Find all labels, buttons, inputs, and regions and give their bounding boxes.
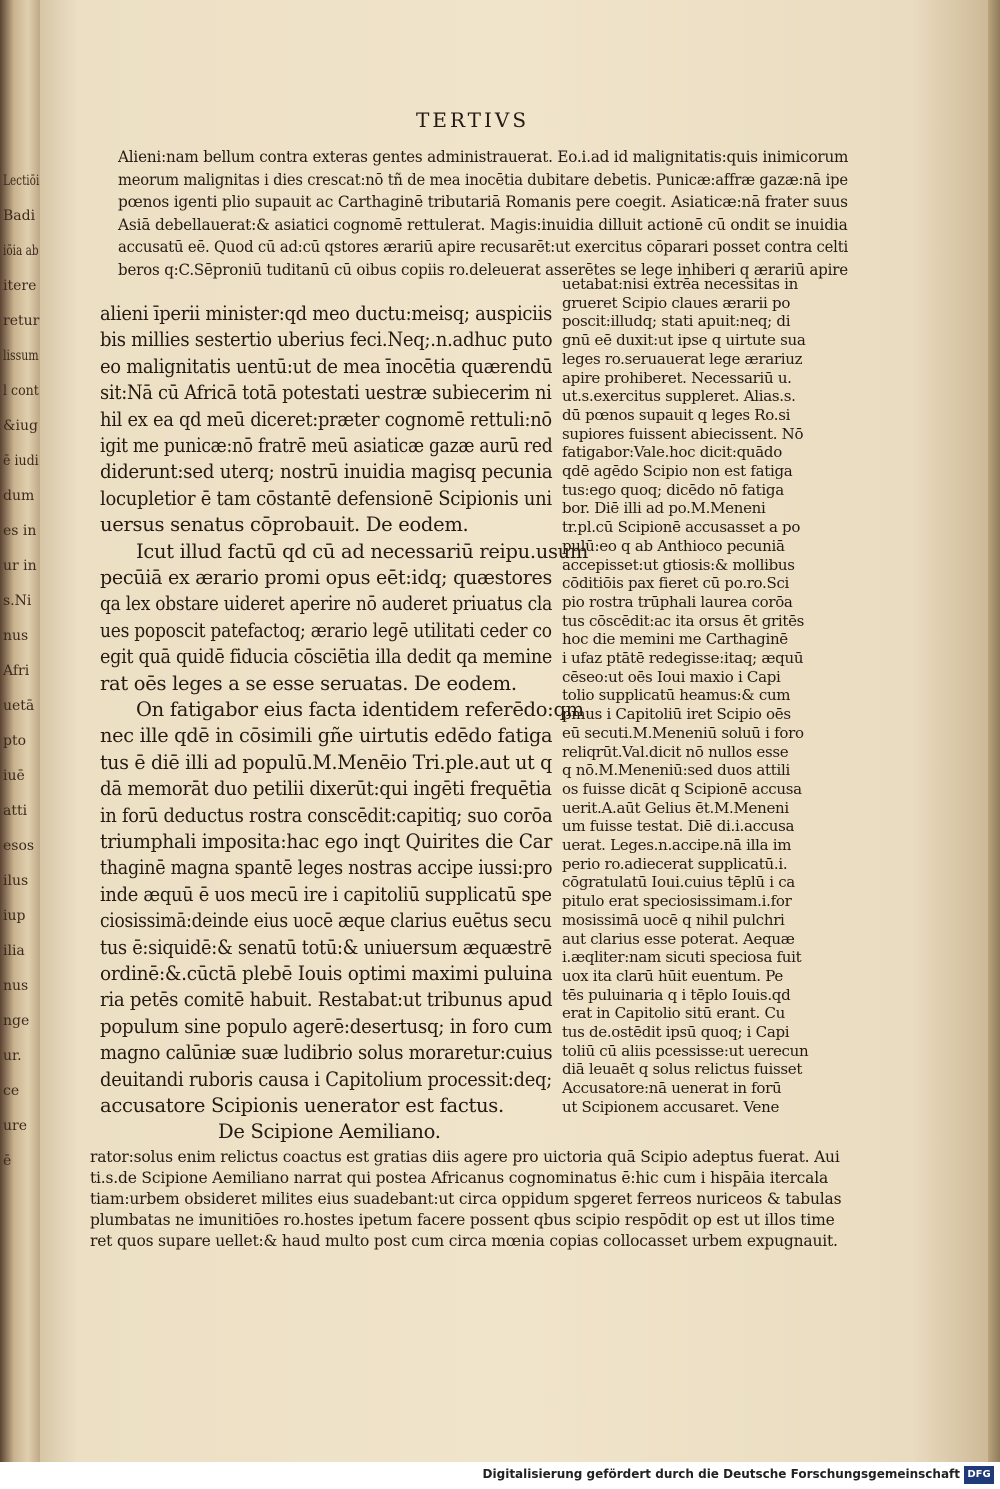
main-text-line: tus ē:siquidē:& senatū totū:& uniuersum æquæstrē <box>100 935 552 959</box>
facing-page-fragment: nge <box>3 1013 30 1029</box>
side-commentary-line: qdē agēdo Scipio non est fatiga <box>562 462 793 480</box>
bottom-commentary-line: tiam:urbem obsideret milites eius suadebant:ut circa oppidum spgeret ferreos nuriceos & tabulas <box>90 1190 842 1208</box>
facing-page-fragment: ur. <box>3 1048 22 1064</box>
facing-page-fragment: Lectiōi <box>3 173 40 189</box>
facing-page-fragment: esos <box>3 838 35 854</box>
side-commentary-line: ut.s.exercitus suppleret. Alias.s. <box>562 387 796 406</box>
facing-page-fragment: ē iudi <box>3 453 39 469</box>
side-commentary-line: leges ro.seruauerat lege ærariuz <box>562 349 803 368</box>
side-commentary-line: uox ita clarū hūit euentum. Pe <box>562 966 783 985</box>
side-commentary-line: os fuisse dicāt q Scipionē accusa <box>562 779 802 798</box>
main-text-line: rat oēs leges a se esse seruatas. De eodem. <box>100 671 517 695</box>
side-commentary-line: Accusatore:nā uenerat in forū <box>562 1079 782 1098</box>
facing-page-fragment: ce <box>3 1083 20 1099</box>
bottom-commentary-line: plumbatas ne imunitiōes ro.hostes ipetum facere possent qbus scipio respōdit op est ut illos time <box>90 1211 835 1229</box>
side-commentary-line: i ufaz ptātē redegisse:itaq; æquū <box>562 649 804 667</box>
main-text-line: ordinē:&.cūctā plebē Iouis optimi maximi puluina <box>100 962 553 985</box>
side-commentary-line: hoc die memini me Carthaginē <box>562 630 788 649</box>
main-text-line: Icut illud factū qd cū ad necessariū reipu.usum <box>136 539 589 563</box>
side-commentary-line: uetabat:nisi extrēa necessitas in <box>562 275 798 293</box>
main-text-line: locupletior ē tam cōstantē defensionē Scipionis uni <box>100 486 552 510</box>
bottom-commentary-line: ret quos supare uellet:& haud multo post cum circa mœnia copias collocasset urbem expugnauit. <box>90 1232 838 1250</box>
side-commentary-line: tus de.ostēdit ipsū quoq; i Capi <box>562 1023 790 1041</box>
facing-page-fragment: l cont <box>3 383 39 399</box>
main-text-line: populum sine populo agerē:desertusq; in foro cum <box>100 1014 553 1038</box>
main-text-line: uersus senatus cōprobauit. De eodem. <box>100 513 469 537</box>
facing-page-fragment: ilus <box>3 873 29 889</box>
side-commentary-line: bor. Diē illi ad po.M.Meneni <box>562 499 766 518</box>
side-commentary-line: gnū eē duxit:ut ipse q uirtute sua <box>562 331 806 350</box>
top-commentary-line: pœnos igenti plio supauit ac Carthaginē tributariā Romanis pere coegit. Asiaticæ:nā frater suus <box>118 193 848 211</box>
facing-page-fragment: iōia ab <box>3 243 39 259</box>
side-commentary-line: accepisset:ut gtiosis:& mollibus <box>562 555 795 574</box>
main-text-line: dā memorāt duo petilii dixerūt:qui ingēti frequētia <box>100 777 552 801</box>
side-commentary-line: reliqrūt.Val.dicit nō nullos esse <box>562 742 789 761</box>
side-commentary-line: uerit.A.aūt Gelius ēt.M.Meneni <box>562 798 789 817</box>
side-commentary-line: um fuisse testat. Diē di.i.accusa <box>562 817 795 836</box>
side-commentary-line: supiores fuissent abiecissent. Nō <box>562 424 804 443</box>
facing-page-fragment: nus <box>3 978 29 994</box>
side-commentary-line: ut Scipionem accusaret. Vene <box>562 1097 780 1116</box>
side-commentary-line: toliū cū aliis pcessisse:ut uerecun <box>562 1041 809 1060</box>
facing-page-fragment: pto <box>3 733 27 749</box>
side-commentary-line: tēs puluinaria q i tēplo Iouis.qd <box>562 985 791 1004</box>
side-commentary-line: fatigabor:Vale.hoc dicit:quādo <box>562 443 782 462</box>
facing-page-fragment: &iug <box>3 418 38 434</box>
main-text-line: alieni īperii minister:qd meo ductu:meisq; auspiciis <box>100 302 552 325</box>
main-text-line: deuitandi ruboris causa i Capitolium processit:deq; <box>100 1067 552 1091</box>
side-commentary-line: pulū:eo q ab Anthioco pecuniā <box>562 536 785 555</box>
side-commentary-line: pio rostra trūphali laurea corōa <box>562 592 793 611</box>
side-commentary-line: i.æqliter:nam sicuti speciosa fuit <box>562 948 802 967</box>
main-text-line: ria petēs comitē habuit. Restabat:ut tribunus apud <box>100 988 553 1012</box>
main-text-line: nec ille qdē in cōsimili gñe uirtutis edēdo fatiga <box>100 724 553 748</box>
side-commentary-line: eū secuti.M.Meneniū soluū i foro <box>562 723 804 742</box>
facing-page-fragment: s.Ni <box>3 593 32 609</box>
main-text-line: On fatigabor eius facta identidem referēdo:qm <box>136 698 584 721</box>
main-text-line: ues poposcit patefactoq; ærario legē utilitati ceder co <box>100 618 552 642</box>
side-commentary-line: perio ro.adiecerat supplicatū.i. <box>562 854 788 873</box>
facing-page-fragment: ur in <box>3 558 37 574</box>
facing-page-fragment: dum <box>3 488 35 504</box>
main-text-line: hil ex ea qd meū diceret:præter cognomē rettuli:nō <box>100 407 552 431</box>
footer-credit: Digitalisierung gefördert durch die Deutsche Forschungsgemeinschaft <box>482 1467 960 1481</box>
facing-page-fragment: retur <box>3 313 40 329</box>
main-text-line: bis millies sestertio uberius feci.Neq;.n.adhuc puto <box>100 328 553 352</box>
page <box>40 0 988 1462</box>
top-commentary-line: meorum malignitas i dies crescat:nō tñ de mea inocētia dubitare debetis. Punicæ:affræ gazæ:nā ipe <box>118 170 848 189</box>
facing-page-edge <box>0 0 40 1462</box>
side-commentary-line: cēseo:ut oēs Ioui maxio i Capi <box>562 667 781 686</box>
side-commentary-line: apire prohiberet. Necessariū u. <box>562 368 792 387</box>
side-commentary-line: pitulo erat speciosissimam.i.for <box>562 892 792 911</box>
side-commentary-line: uerat. Leges.n.accipe.nā illa im <box>562 836 792 854</box>
side-commentary-line: tolio supplicatū heamus:& cum <box>562 686 791 705</box>
side-commentary-line: aut clarius esse poterat. Aequæ <box>562 929 795 948</box>
side-commentary-line: mosissimā uocē q nihil pulchri <box>562 910 785 929</box>
side-commentary-line: pmus i Capitoliū iret Scipio oēs <box>562 705 791 724</box>
main-text-line: sit:Nā cū Africā totā potestati uestræ subiecerim ni <box>100 381 552 405</box>
main-text-line: ciosissimā:deinde eius uocē æque clarius euētus secu <box>100 909 552 933</box>
main-text-line: diderunt:sed uterq; nostrū inuidia magisq pecunia <box>100 460 553 484</box>
top-commentary-line: Asiā debellauerat:& asiatici cognomē rettulerat. Magis:inuidia dilluit actionē cū ondit se inuidia <box>118 215 848 234</box>
facing-page-fragment: lissum <box>3 348 39 364</box>
main-text-line: pecūiā ex ærario promi opus eēt:idq; quæstores <box>100 566 553 589</box>
side-commentary-line: cōditiōis pax fieret cū po.ro.Sci <box>562 574 790 593</box>
main-text-line: thaginē magna spantē leges nostras accipe iussi:pro <box>100 856 553 880</box>
main-text-line: inde æquū ē uos mecū ire i capitoliū supplicatū spe <box>100 882 552 906</box>
side-commentary-line: dū pœnos supauit q leges Ro.si <box>562 405 791 424</box>
main-text-line: magno calūniæ suæ ludibrio solus moraretur:cuius <box>100 1041 553 1065</box>
top-commentary-line: beros q:C.Sēproniū tuditanū cū oibus copiis ro.deleuerat asserētes se lege inhiberi q ærariū apire <box>118 260 848 279</box>
side-commentary-line: grueret Scipio claues ærarii po <box>562 293 791 312</box>
facing-page-fragment: iuē <box>3 768 25 784</box>
facing-page-fragment: uetā <box>3 698 35 714</box>
side-commentary-line: tus:ego quoq; dicēdo nō fatiga <box>562 480 784 499</box>
facing-page-fragment: iup <box>3 908 26 924</box>
side-commentary-line: poscit:illudq; stati apuit:neq; di <box>562 312 791 331</box>
main-text-line: qa lex obstare uideret aperire nō auderet priuatus cla <box>100 592 553 616</box>
bottom-commentary-line: rator:solus enim relictus coactus est gratias diis agere pro uictoria quā Scipio adeptus fuerat. Aui <box>90 1148 840 1166</box>
main-text-line: igit me punicæ:nō fratrē meū asiaticæ gazæ aurū red <box>100 434 553 457</box>
facing-page-fragment: ē <box>3 1153 12 1169</box>
top-commentary-line: accusatū eē. Quod cū ad:cū qstores ærariū apire recusarēt:ut exercitus cōparari posset contra celti <box>118 238 849 256</box>
facing-page-fragment: Badi <box>3 208 36 224</box>
footer-bar <box>0 1462 1000 1489</box>
main-text-line: tus ē diē illi ad populū.M.Menēio Tri.ple.aut ut q <box>100 750 552 774</box>
main-text-line: triumphali imposita:hac ego inqt Quirites die Car <box>100 830 553 853</box>
main-text-line: De Scipione Aemiliano. <box>218 1120 441 1144</box>
side-commentary-line: cōgratulatū Ioui.cuius tēplū i ca <box>562 873 795 892</box>
main-text-line: in forū deductus rostra conscēdit:capitiq; suo corōa <box>100 803 553 827</box>
side-commentary-line: tr.pl.cū Scipionē accusasset a po <box>562 518 801 537</box>
facing-page-fragment: atti <box>3 803 28 819</box>
main-text-line: accusatore Scipionis uenerator est factus. <box>100 1094 504 1117</box>
facing-page-fragment: ure <box>3 1118 27 1134</box>
page-edge <box>988 0 1000 1462</box>
side-commentary-line: diā leuaēt q solus relictus fuisset <box>562 1060 803 1079</box>
facing-page-fragment: nus <box>3 628 29 644</box>
running-header: TERTIVS <box>416 108 530 132</box>
side-commentary-line: tus cōscēdit:ac ita orsus ēt gritēs <box>562 611 805 630</box>
dfg-logo: DFG <box>964 1466 994 1484</box>
top-commentary-line: Alieni:nam bellum contra exteras gentes administrauerat. Eo.i.ad id malignitatis:quis inimicorum <box>118 148 849 166</box>
facing-page-fragment: itere <box>3 278 37 294</box>
side-commentary-line: q nō.M.Meneniū:sed duos attili <box>562 761 790 780</box>
facing-page-fragment: ilia <box>3 943 25 959</box>
bottom-commentary-line: ti.s.de Scipione Aemiliano narrat qui postea Africanus cognominatus ē:hic cum i hispāia itercala <box>90 1169 828 1187</box>
side-commentary-line: erat in Capitolio sitū erant. Cu <box>562 1004 785 1023</box>
facing-page-fragment: es in <box>3 523 37 539</box>
main-text-line: egit quā quidē fiducia cōsciētia illa dedit qa memine <box>100 645 552 669</box>
facing-page-fragment: Afri <box>3 663 30 679</box>
main-text-line: eo malignitatis uentū:ut de mea īnocētia quærendū <box>100 354 553 378</box>
